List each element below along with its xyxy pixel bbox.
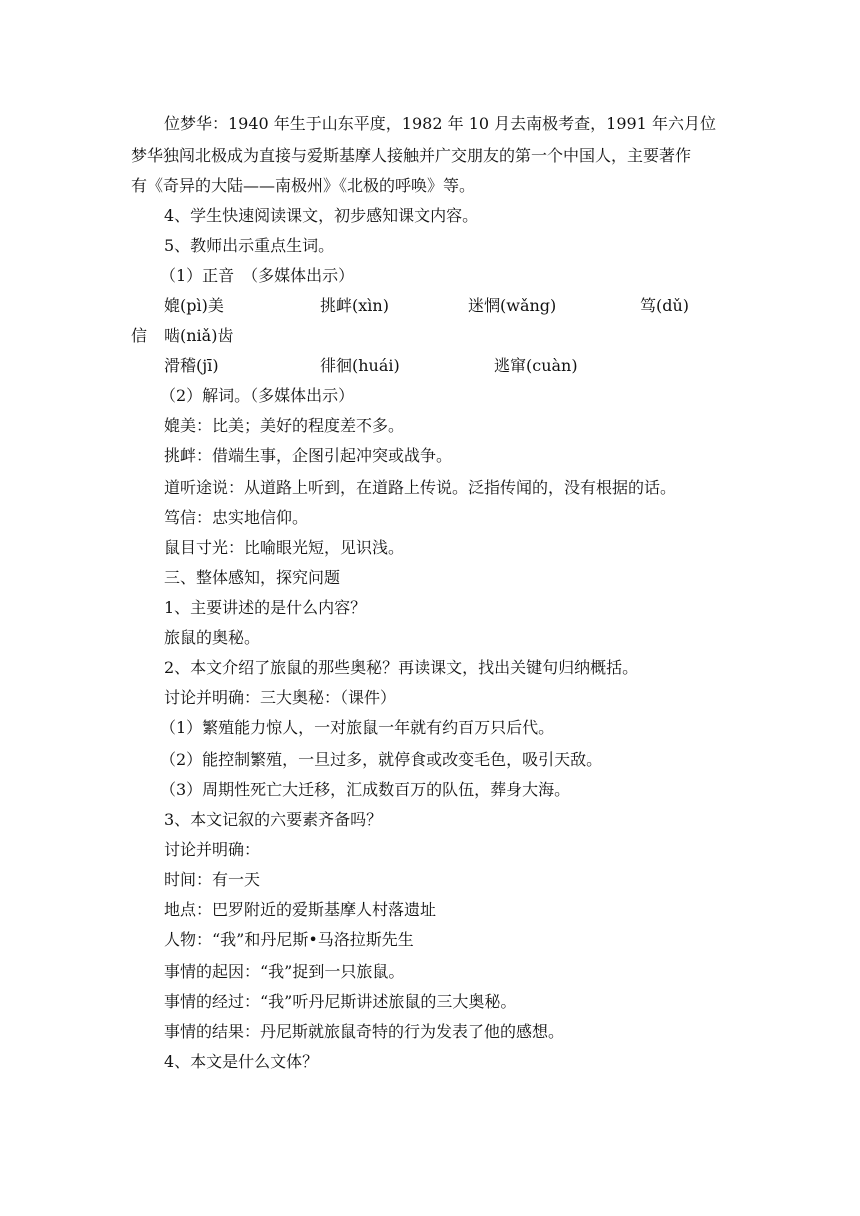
definition: 鼠目寸光：比喻眼光短，见识浅。 [164,538,405,557]
pron-word: 啮(niǎ)齿 [164,326,234,345]
step-4: 4、学生快速阅读课文，初步感知课文内容。 [164,206,479,225]
definition: 道听途说：从道路上听到，在道路上传说。泛指传闻的，没有根据的话。 [164,478,677,497]
definition: 挑衅：借端生事，企图引起冲突或战争。 [164,446,453,465]
secret-item: （1）繁殖能力惊人，一对旅鼠一年就有约百万只后代。 [160,718,555,737]
element-item: 事情的经过：“我”听丹尼斯讲述旅鼠的三大奥秘。 [164,992,517,1011]
intro-line-1: 位梦华：1940 年生于山东平度，1982 年 10 月去南极考查，1991 年六月位 [164,114,716,133]
pronunciation-title: （1）正音 （多媒体出示） [160,266,355,285]
element-item: 时间：有一天 [164,870,261,889]
element-item: 事情的起因：“我”捉到一只旅鼠。 [164,962,405,981]
question-3: 3、本文记叙的六要素齐备吗？ [164,810,383,829]
answer-1: 旅鼠的奥秘。 [164,628,261,647]
secret-item: （2）能控制繁殖，一旦过多，就停食或改变毛色，吸引天敌。 [160,750,603,769]
vocab-title: （2）解词。（多媒体出示） [160,386,355,405]
element-item: 地点：巴罗附近的爱斯基摩人村落遗址 [164,900,437,919]
definition: 媲美：比美；美好的程度差不多。 [164,416,405,435]
question-2: 2、本文介绍了旅鼠的那些奥秘？再读课文，找出关键句归纳概括。 [164,658,639,677]
step-5: 5、教师出示重点生词。 [164,236,335,255]
pron-word: 滑稽(jī) [164,356,219,375]
element-item: 事情的结果：丹尼斯就旅鼠奇特的行为发表了他的感想。 [164,1022,565,1041]
secret-item: （3）周期性死亡大迁移，汇成数百万的队伍，葬身大海。 [160,780,571,799]
intro-line-2: 梦华独闯北极成为直接与爱斯基摩人接触并广交朋友的第一个中国人，主要著作 [131,146,692,165]
question-4: 4、本文是什么文体？ [164,1052,319,1071]
question-1: 1、主要讲述的是什么内容？ [164,598,367,617]
answer-3-intro: 讨论并明确： [164,840,261,859]
pron-word: 徘徊(huái) [320,356,400,375]
pron-word: 挑衅(xìn) [320,296,389,315]
pron-word: 笃(dǔ) [640,296,690,315]
pron-word: 信 [131,326,148,345]
section-heading: 三、整体感知，探究问题 [164,568,341,587]
pron-word: 媲(pì)美 [164,296,224,315]
intro-line-3: 有《奇异的大陆——南极州》《北极的呼唤》等。 [131,176,476,195]
definition: 笃信：忠实地信仰。 [164,508,309,527]
answer-2-intro: 讨论并明确：三大奥秘：（课件） [164,688,397,707]
pron-word: 迷惘(wǎng) [468,296,557,315]
pron-word: 逃窜(cuàn) [494,356,578,375]
element-item: 人物：“我”和丹尼斯•马洛拉斯先生 [164,930,414,949]
